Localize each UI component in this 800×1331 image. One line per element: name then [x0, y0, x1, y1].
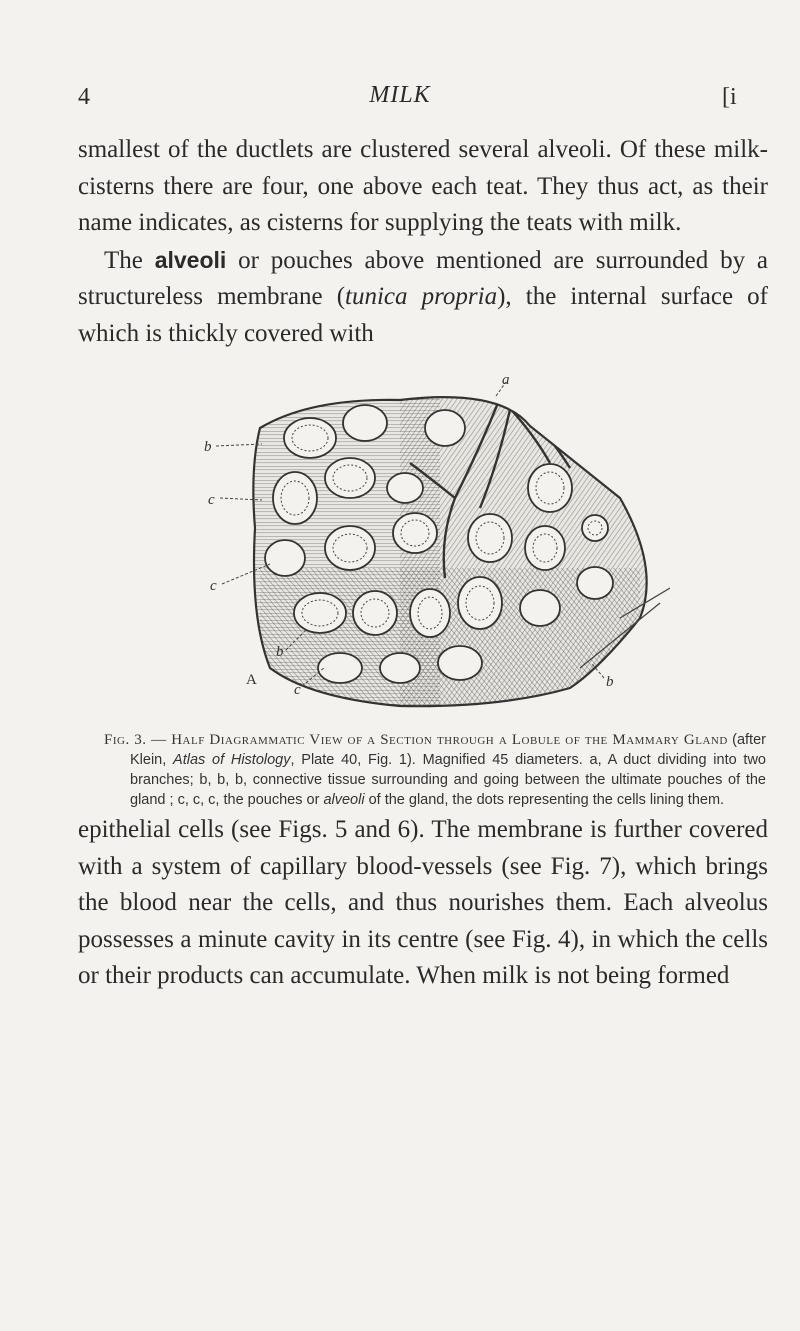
caption-source-title: Atlas of Histology: [173, 752, 291, 768]
body-text-top: [78, 132, 768, 352]
label-c-left-1: c: [208, 492, 215, 508]
paragraph-1: smallest of the ductlets are clustered several alveoli. Of these milk-cisterns there are four, one above each teat. They thus act, as their name indicates, as cisterns for supplying the teats with milk.: [78, 136, 768, 236]
caption-key-suffix: of the gland, the dots representing the cells lining them.: [364, 792, 725, 808]
body-text-bottom: [78, 812, 768, 995]
label-A: A: [246, 672, 257, 688]
caption-title: Fig. 3. — Half Diagrammatic View of a Section through a Lobule of the Mammary Gland: [104, 732, 728, 748]
caption-body: [104, 730, 766, 810]
label-b-bottom: b: [276, 644, 284, 660]
term-tunica-propria: tunica propria: [345, 283, 498, 310]
caption-source-prefix: (after Klein,: [130, 732, 766, 768]
section-mark: [i: [722, 84, 737, 110]
caption-key-term: alveoli: [323, 792, 365, 808]
paragraph-3: epithelial cells (see Figs. 5 and 6). The membrane is further covered with a system of capillary blood-vessels (see Fig. 7), which brings the blood near the cells, and thus nourishes them. Each alveolus possesses a minute cavity in its centre (see Fig. 4), in which the cells or their products can accumulate. When milk is not being formed: [78, 816, 768, 989]
label-a: a: [502, 372, 510, 388]
label-c-left-2: c: [210, 578, 217, 594]
figure-caption: [104, 730, 766, 810]
running-title: MILK: [369, 82, 431, 108]
caption-key-prefix: a, A duct dividing into two branches; b, b, b, connective tissue surrounding and going between the ultimate pouches of the gland ; c, c, c, the pouches or: [130, 752, 766, 808]
page-header: [0, 84, 800, 114]
lobule-section-diagram: [200, 368, 670, 728]
caption-source-suffix: , Plate 40, Fig. 1). Magnified 45 diameters.: [290, 752, 583, 768]
label-c-bottom: c: [294, 682, 301, 698]
figure-3-illustration: [200, 368, 670, 728]
paragraph-2-end: ), the internal surface of which is thickly covered with: [78, 283, 768, 347]
paragraph-2-middle: or pouches above mentioned are surrounded by a structureless membrane (: [78, 246, 768, 310]
paragraph-2-start: The: [104, 246, 155, 274]
label-b-left: b: [204, 439, 212, 455]
term-alveoli: alveoli: [154, 246, 227, 273]
paragraph-2: [78, 242, 768, 353]
label-b-right: b: [606, 674, 614, 690]
page-number: 4: [78, 84, 90, 110]
